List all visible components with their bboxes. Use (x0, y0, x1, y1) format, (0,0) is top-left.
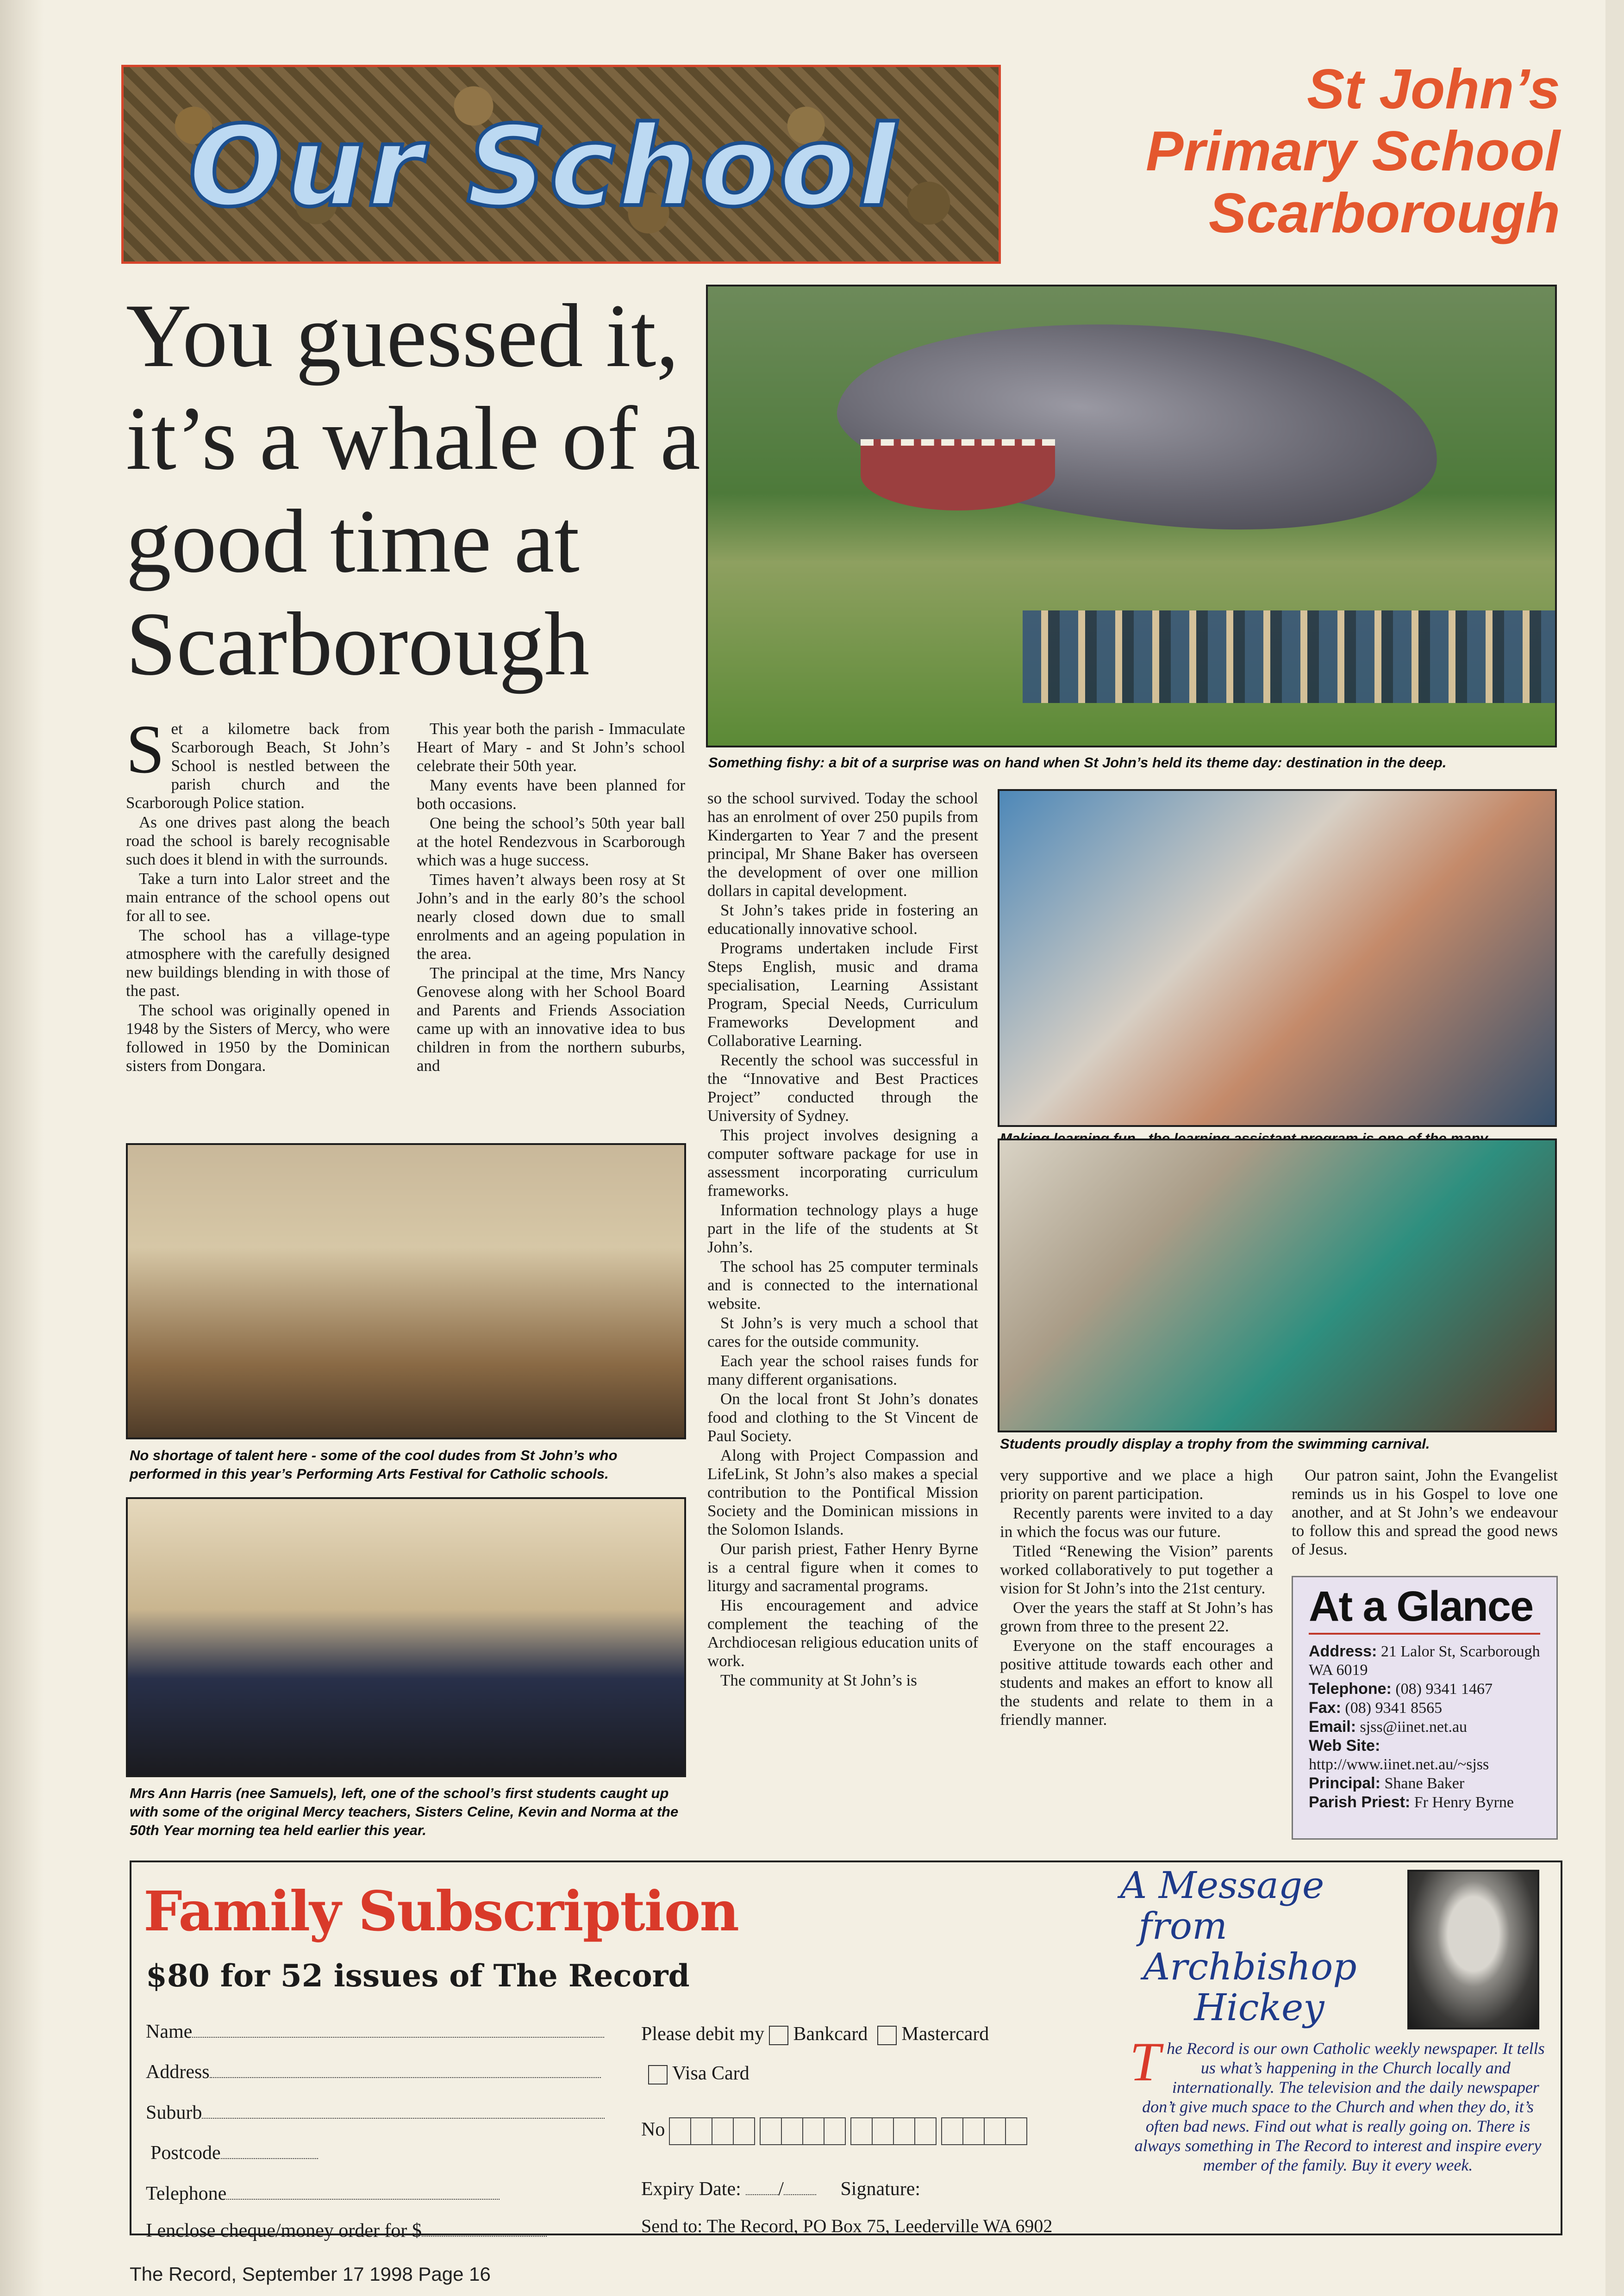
paragraph: Each year the school raises funds for many different organisations. (707, 1352, 978, 1388)
cheque-amount-field[interactable] (146, 2219, 547, 2242)
drop-cap: S (126, 711, 165, 788)
paragraph: Information technology plays a huge part in the life of the students at St John’s. (707, 1201, 978, 1256)
signature-label: Signature: (840, 2178, 921, 2200)
mercy-teachers-photo (126, 1497, 686, 1777)
school-name-line: Primary School (1146, 119, 1560, 182)
paragraph: The principal at the time, Mrs Nancy Genovese along with her School Board and Parents and Friends Association came up with an innovative idea to bus children in from the northern suburbs, and (417, 964, 685, 1075)
paragraph: St John’s takes pride in fostering an educationally innovative school. (707, 901, 978, 938)
article-column-2 (417, 720, 685, 1076)
paragraph: very supportive and we place a high priority on parent participation. (1000, 1466, 1273, 1503)
name-field[interactable] (146, 2020, 604, 2043)
mastercard-checkbox[interactable] (877, 2026, 897, 2045)
school-name-line: St John’s (1307, 57, 1560, 120)
school-name-line: Scarborough (1208, 181, 1560, 244)
paragraph: so the school survived. Today the school has an enrolment of over 250 pupils from Kindergarten to Year 7 and the present principal, Mr Shane Baker has overseen the development of over one million dollars in capital development. (707, 789, 978, 900)
postcode-label: Postcode (150, 2142, 221, 2164)
expiry-signature-row (641, 2178, 920, 2201)
paragraph: The school has 25 computer terminals and is connected to the international website. (707, 1257, 978, 1313)
inflatable-whale (829, 292, 1448, 554)
visa-label: Visa Card (672, 2063, 750, 2084)
article-column-5 (1292, 1466, 1558, 1560)
fax-label: Fax: (1309, 1699, 1341, 1717)
paragraph: Everyone on the staff encourages a positive attitude towards each other and students and makes an effort to know all the students and relate to them in a friendly manner. (1000, 1636, 1273, 1729)
glance-title: At a Glance (1309, 1583, 1533, 1630)
expiry-label: Expiry Date: (641, 2178, 741, 2200)
paragraph: The community at St John’s is (720, 1671, 917, 1689)
at-a-glance-box (1292, 1576, 1558, 1840)
telephone-field[interactable] (146, 2182, 500, 2205)
paragraph: Our parish priest, Father Henry Byrne is a central figure when it comes to liturgy and sacramental programs. (707, 1540, 978, 1595)
web-label: Web Site: (1309, 1737, 1380, 1755)
mercy-caption: Mrs Ann Harris (nee Samuels), left, one of the school’s first students caught up with some of the original Mercy teachers, Sisters Celine, Kevin and Norma at the 50th Year morning tea held earlier this year. (130, 1785, 679, 1838)
article-column-1 (126, 711, 390, 1076)
banner-title: Our School (188, 102, 899, 231)
newspaper-fold (0, 0, 44, 2296)
suburb-label: Suburb (146, 2102, 202, 2123)
card-number-field[interactable] (641, 2117, 1027, 2145)
message-drop-cap: T (1130, 2031, 1161, 2092)
paragraph: Recently the school was successful in the “Innovative and Best Practices Project” conducted through the University of Sydney. (707, 1051, 978, 1125)
paragraph: As one drives past along the beach road the school is barely recognisable such does it blend in with the surrounds. (126, 813, 390, 868)
cheque-label: I enclose cheque/money order for $ (146, 2220, 422, 2241)
visa-option (648, 2062, 750, 2085)
school-name (1009, 58, 1560, 244)
expiry-separator: / (778, 2178, 784, 2200)
address-field[interactable] (146, 2060, 601, 2084)
bankcard-checkbox[interactable] (769, 2026, 788, 2045)
address-label: Address (146, 2061, 210, 2083)
page-footer: The Record, September 17 1998 Page 16 (130, 2263, 491, 2285)
paragraph: St John’s is very much a school that cares for the outside community. (707, 1314, 978, 1350)
paragraph: This project involves designing a computer software package for use in assessment incorporating curriculum frameworks. (707, 1126, 978, 1200)
message-title-line: Archbishop (1143, 1945, 1357, 1988)
bankcard-label: Bankcard (793, 2023, 868, 2045)
card-number-cells[interactable] (670, 2117, 1027, 2145)
telephone-label: Telephone (146, 2183, 227, 2204)
name-label: Name (146, 2021, 193, 2042)
expiry-year-field[interactable] (784, 2179, 816, 2195)
address-label: Address: (1309, 1643, 1377, 1660)
postcode-field[interactable] (150, 2141, 318, 2165)
debit-label: Please debit my (641, 2023, 764, 2045)
expiry-month-field[interactable] (746, 2179, 778, 2195)
students-group (1023, 610, 1557, 703)
performers-photo (126, 1143, 686, 1439)
headline: You guessed it, it’s a whale of a good time at Scarborough (126, 286, 700, 694)
principal-label: Principal: (1309, 1774, 1380, 1792)
paragraph: Over the years the staff at St John’s has grown from three to the present 22. (1000, 1599, 1273, 1635)
paragraph: Times haven’t always been rosy at St John’s and in the early 80’s the school nearly closed down due to small enrolments and an ageing population in the area. (417, 871, 685, 963)
trophy-photo (998, 1139, 1557, 1432)
paragraph: His encouragement and advice complement the teaching of the Archdiocesan religious education units of work. (707, 1596, 978, 1670)
send-to-address: Send to: The Record, PO Box 75, Leederville WA 6902 (641, 2215, 1053, 2236)
paragraph: Programs undertaken include First Steps English, music and drama specialisation, Learning Assistant Program, Special Needs, Curriculum Frameworks Development and Collaborative Learning. (707, 939, 978, 1050)
mastercard-label: Mastercard (901, 2023, 989, 2045)
paragraph: Our patron saint, John the Evangelist reminds us in his Gospel to love one another, and at St John’s we endeavour to follow this and spread the good news of Jesus. (1292, 1466, 1558, 1558)
talent-caption: No shortage of talent here - some of the cool dudes from St John’s who performed in this year’s Performing Arts Festival for Catholic schools. (130, 1447, 618, 1482)
visa-checkbox[interactable] (648, 2065, 668, 2084)
subscription-title: Family Subscription (144, 1879, 739, 1943)
subscription-price: $80 for 52 issues of The Record (146, 1958, 690, 1994)
archbishop-portrait (1407, 1870, 1539, 2029)
paragraph: Recently parents were invited to a day in which the focus was our future. (1000, 1504, 1273, 1541)
debit-options (641, 2022, 989, 2046)
learning-photo (998, 789, 1557, 1127)
web-value: http://www.iinet.net.au/~sjss (1309, 1756, 1489, 1773)
paragraph: The school has a village-type atmosphere with the carefully designed new buildings blending in with those of the past. (126, 926, 390, 1000)
paragraph: On the local front St John’s donates food and clothing to the St Vincent de Paul Society. (707, 1390, 978, 1445)
message-title-line: Hickey (1194, 1986, 1324, 2029)
paragraph: Titled “Renewing the Vision” parents worked collaboratively to put together a vision for St John’s into the 21st century. (1000, 1542, 1273, 1597)
article-column-4 (1000, 1466, 1273, 1730)
paragraph: One being the school’s 50th year ball at the hotel Rendezvous in Scarborough which was a huge success. (417, 814, 685, 869)
whale-caption: Something fishy: a bit of a surprise was on hand when St John’s held its theme day: destination in the deep. (708, 754, 1447, 771)
whale-mouth (861, 439, 1055, 510)
telephone-value: (08) 9341 1467 (1395, 1680, 1493, 1698)
suburb-field[interactable] (146, 2101, 605, 2124)
paragraph: The school was originally opened in 1948 by the Sisters of Mercy, who were followed in 1950 by the Dominican sisters from Dongara. (126, 1001, 390, 1075)
card-number-label: No (641, 2119, 665, 2140)
telephone-label: Telephone: (1309, 1680, 1392, 1698)
paragraph: This year both the parish - Immaculate Heart of Mary - and St John’s school celebrate their 50th year. (417, 720, 685, 775)
email-value: sjss@iinet.net.au (1360, 1718, 1468, 1736)
message-text: he Record is our own Catholic weekly newspaper. It tells us what’s happening in the Church locally and internationally. The television and the daily newspaper don’t give much space to the Church and when they do, it’s often bad news. Find out what is really going on. There is always something in The Record to interest and inspire every member of the family. Buy it every week. (1134, 2039, 1545, 2174)
article-column-3 (707, 789, 978, 1691)
glance-rule (1309, 1633, 1540, 1635)
priest-label: Parish Priest: (1309, 1793, 1411, 1811)
archbishop-message-title (1051, 1865, 1393, 2028)
whale-photo (706, 285, 1557, 747)
archbishop-message-body (1130, 2031, 1546, 2175)
fax-value: (08) 9341 8565 (1345, 1699, 1443, 1717)
address-value: 21 Lalor St, Scarborough WA 6019 (1309, 1643, 1540, 1679)
glance-details (1309, 1642, 1549, 1812)
trophy-caption: Students proudly display a trophy from the swimming carnival. (1000, 1436, 1430, 1452)
page-edge (1605, 0, 1624, 2296)
principal-value: Shane Baker (1384, 1775, 1465, 1792)
our-school-banner (121, 65, 1001, 264)
message-title-line: from (1138, 1904, 1227, 1948)
priest-value: Fr Henry Byrne (1414, 1794, 1514, 1811)
paragraph: Along with Project Compassion and LifeLink, St John’s also makes a special contribution to the Pontifical Mission Society and the Dominican missions in the Solomon Islands. (707, 1446, 978, 1538)
email-label: Email: (1309, 1718, 1356, 1736)
message-title-line: A Message (1120, 1864, 1324, 1907)
paragraph: et a kilometre back from Scarborough Beach, St John’s School is nestled between the parish church and the Scarborough Police station. (126, 720, 390, 812)
paragraph: Take a turn into Lalor street and the main entrance of the school opens out for all to see. (126, 870, 390, 925)
paragraph: Many events have been planned for both occasions. (417, 776, 685, 813)
